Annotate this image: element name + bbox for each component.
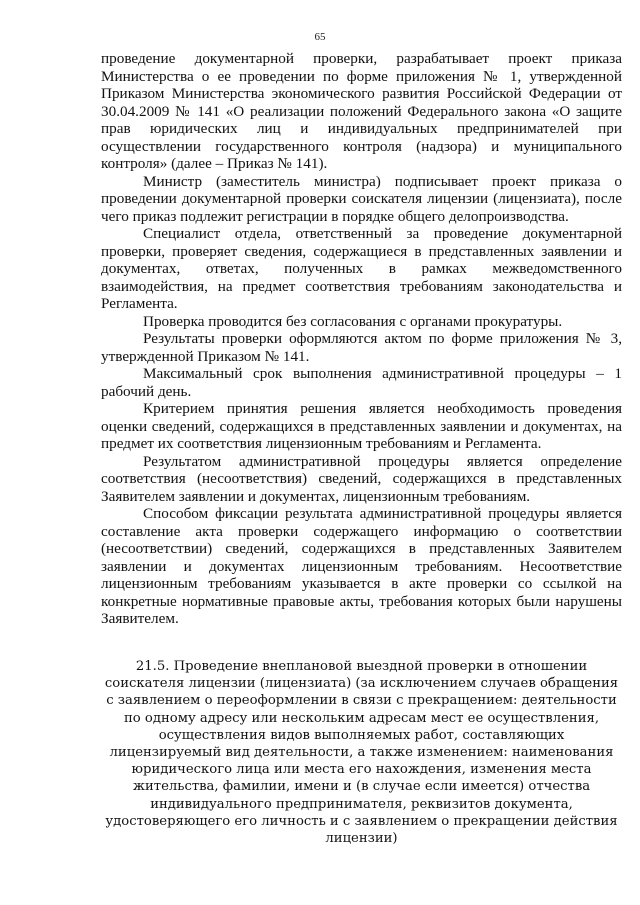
paragraph: Проверка проводится без согласования с органами прокуратуры.: [143, 312, 563, 330]
paragraph: Максимальный срок выполнения административной процедуры – 1 рабочий день.: [101, 365, 622, 400]
paragraph: Министр (заместитель министра) подписывает проект приказа о проведении документарной проверки соискателя лицензии (лицензиата), после чего приказ подлежит регистрации в порядке общего делопроизводства.: [101, 172, 622, 225]
body-text: [101, 50, 622, 628]
paragraph: Критерием принятия решения является необходимость проведения оценки сведений, содержащихся в представленных заявлении и документах, на предмет их соответствия лицензионным требованиям и Регламента.: [101, 400, 622, 452]
paragraph: Результаты проверки оформляются актом по форме приложения № 3, утвержденной Приказом № 141.: [101, 330, 622, 365]
paragraph: Способом фиксации результата административной процедуры является составление акта проверки содержащего информацию о соответствии (несоответствии) сведений, содержащихся в представленных Заявителем заявлении и документах лицензионным требованиям. Несоответствие лицензионным требованиям указывается в акте проверки со ссылкой на конкретные нормативные правовые акты, требования которых были нарушены Заявителем.: [101, 505, 622, 627]
section-heading: 21.5. Проведение внеплановой выездной проверки в отношении соискателя лицензии (лицензиата) (за исключением случаев обращения с заявлением о переоформлении в связи с прекращением: деятельности по одному адресу или нескольким адресам мест ее осуществления, осуществления видов выполняемых работ, составляющих лицензируемый вид деятельности, а также изменением: наименования юридического лица или места его нахождения, изменения места жительства, фамилии, имени и (в случае если имеется) отчества индивидуального предпринимателя, реквизитов документа, удостоверяющего его личность и с заявлением о прекращении действия лицензии): [104, 659, 619, 847]
paragraph: проведение документарной проверки, разрабатывает проект приказа Министерства о ее проведении по форме приложения № 1, утвержденной Приказом Министерства экономического развития Российской Федерации от 30.04.2009 № 141 «О реализации положений Федерального закона «О защите прав юридических лиц и индивидуальных предпринимателей при осуществлении государственного контроля (надзора) и муниципального контроля» (далее – Приказ № 141).: [101, 50, 622, 172]
paragraph: Результатом административной процедуры является определение соответствия (несоответствия) сведений, содержащихся в представленных Заявителем заявлении и документах, лицензионным требованиям.: [101, 452, 622, 505]
page-number: 65: [314, 31, 326, 43]
paragraph: Специалист отдела, ответственный за проведение документарной проверки, проверяет сведения, содержащиеся в представленных заявлении и документах, ответах, полученных в рамках межведомственного взаимодействия, на предмет соответствия требованиям законодательства и Регламента.: [101, 225, 622, 312]
